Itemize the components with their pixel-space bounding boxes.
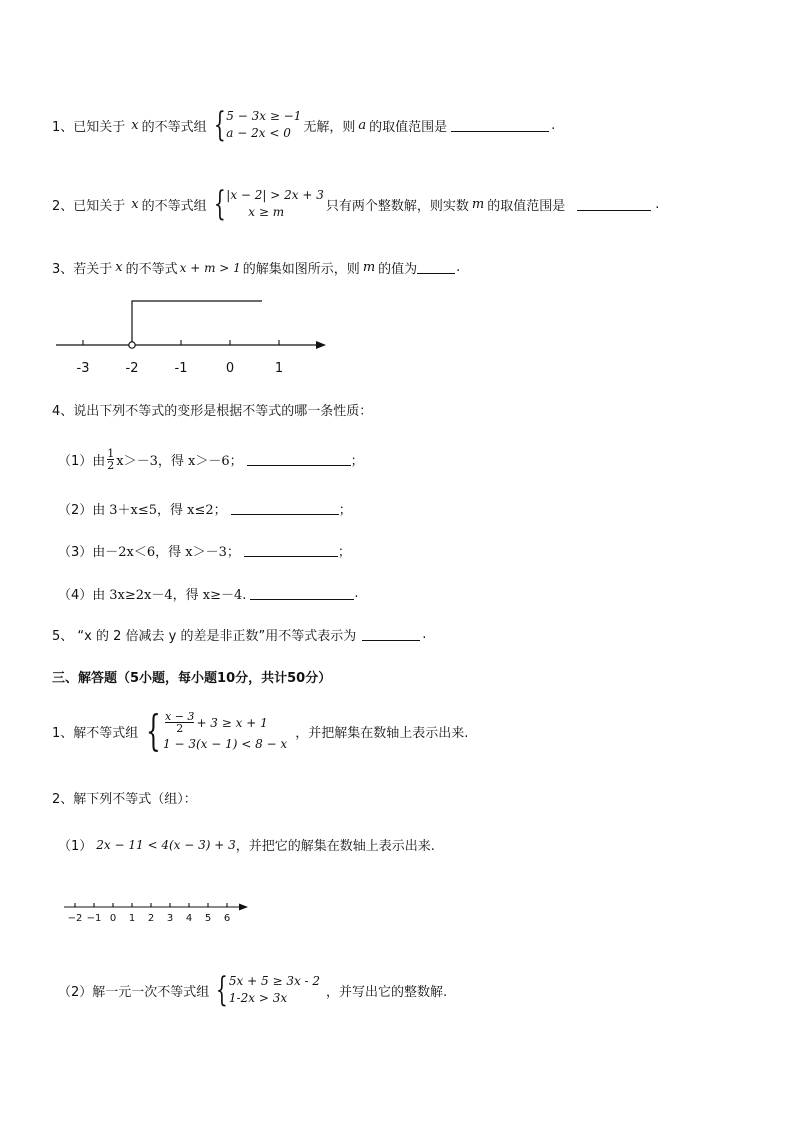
q5-text: 5、 “x 的 2 倍减去 y 的差是非正数”用不等式表示为 <box>52 629 357 644</box>
problem-2-part-1 <box>58 835 435 854</box>
q1-end: . <box>551 117 556 133</box>
problem-2-title <box>52 788 197 807</box>
number-line-1-tick-label: -2 <box>125 361 139 376</box>
number-line-1-tick-label: 1 <box>274 361 284 376</box>
number-line-2-tick-label: 3 <box>166 913 174 924</box>
q1-sys-row2: a − 2x < 0 <box>226 126 291 140</box>
p2-part2-num: （2）解一元一次不等式组 <box>58 984 210 1000</box>
q4-title: 4、说出下列不等式的变形是根据不等式的哪一条性质： <box>52 404 373 419</box>
fraction-denominator: 2 <box>176 722 184 735</box>
number-line-2-tick-label: −2 <box>67 913 83 924</box>
fraction-numerator: 1 <box>107 447 115 460</box>
answer-blank[interactable] <box>231 502 339 515</box>
q1-suffix2: 的取值范围是 <box>369 119 448 135</box>
q5-end: . <box>422 627 427 642</box>
number-line-1-tick-label: -3 <box>76 361 90 376</box>
problem-2-part-2 <box>58 970 448 1010</box>
q1-var: x <box>131 117 139 133</box>
p1-suffix: ，并把解集在数轴上表示出来. <box>295 725 469 741</box>
answer-blank[interactable] <box>362 628 420 641</box>
q3-prefix: 3、若关于 <box>52 262 113 277</box>
q2-mid: 的不等式组 <box>141 198 207 214</box>
q4-item-num: （1）由 <box>58 454 106 469</box>
brace-icon: { <box>146 706 162 755</box>
answer-blank[interactable] <box>417 261 455 274</box>
answer-blank[interactable] <box>577 198 651 211</box>
q4-item-end: ； <box>337 545 351 560</box>
answer-blank[interactable] <box>247 453 351 466</box>
question-4-title <box>52 400 372 419</box>
p2-sys-row1: 5x + 5 ≥ 3x - 2 <box>228 974 321 988</box>
q3-var2: m <box>362 260 376 275</box>
q4-item-expr: －2x＜6，得 x＞－3； <box>105 545 240 560</box>
fraction-numerator: x − 3 <box>165 710 195 723</box>
solution-range-line <box>132 301 262 342</box>
q3-end: . <box>456 260 461 275</box>
q1-mid: 的不等式组 <box>141 119 207 135</box>
brace-icon: { <box>216 970 229 1010</box>
arrow-right-icon <box>239 904 248 911</box>
answer-blank[interactable] <box>244 544 338 557</box>
q2-end: . <box>655 196 660 212</box>
number-line-2-tick-label: 2 <box>147 913 155 924</box>
fraction-denominator: 2 <box>107 459 115 472</box>
p2-part1-num: （1） <box>58 839 93 854</box>
q1-prefix: 1、已知关于 <box>52 119 126 135</box>
q4-item-4 <box>58 584 359 603</box>
q4-item-end: . <box>354 586 359 601</box>
brace-icon: { <box>213 184 226 224</box>
q2-prefix: 2、已知关于 <box>52 198 126 214</box>
number-line-1-tick-label: -1 <box>174 361 188 376</box>
answer-blank[interactable] <box>250 587 354 600</box>
problem-1 <box>52 706 469 755</box>
q2-sys-row2: x ≥ m <box>248 205 285 219</box>
q4-item-expr: x＞－3，得 x＞－6； <box>116 454 243 469</box>
q1-system <box>209 105 302 145</box>
q2-var: x <box>131 196 139 212</box>
q4-item-num: （2）由 <box>58 503 106 518</box>
open-point-marker <box>129 342 135 348</box>
q2-suffix: 只有两个整数解，则实数 <box>325 198 469 214</box>
number-line-2-tick-label: 1 <box>128 913 136 924</box>
question-5 <box>52 625 426 644</box>
number-line-2-tick-label: 6 <box>223 913 231 924</box>
q3-suffix: 的解集如图所示，则 <box>242 262 360 277</box>
q4-item-num: （3）由 <box>58 545 106 560</box>
section-3-heading <box>52 667 331 686</box>
q2-suffix2: 的取值范围是 <box>487 198 566 214</box>
q3-suffix2: 的值为 <box>378 262 418 277</box>
p1-prefix: 1、解不等式组 <box>52 725 139 741</box>
answer-blank[interactable] <box>451 119 549 132</box>
arrow-right-icon <box>316 341 326 349</box>
p2-part1-suffix: ，并把它的解集在数轴上表示出来. <box>235 839 435 854</box>
p2-system <box>211 970 321 1010</box>
q2-var2: m <box>471 196 485 212</box>
number-line-2 <box>60 895 260 927</box>
q1-var2: a <box>358 117 367 133</box>
p2-title: 2、解下列不等式（组）： <box>52 792 197 807</box>
q4-item-1 <box>58 448 364 471</box>
number-line-2-tick-label: 5 <box>204 913 212 924</box>
p1-row1-rest: + 3 ≥ x + 1 <box>196 715 268 730</box>
q2-system <box>209 184 324 224</box>
number-line-2-tick-label: −1 <box>86 913 102 924</box>
p1-system <box>140 706 288 755</box>
p1-fraction <box>165 711 194 734</box>
q4-item-end: ； <box>338 503 352 518</box>
p2-sys-row2: 1-2x > 3x <box>228 991 288 1005</box>
p1-row2: 1 − 3(x − 1) < 8 − x <box>163 737 288 751</box>
q1-suffix: 无解，则 <box>303 119 356 135</box>
q1-sys-row1: 5 − 3x ≥ −1 <box>226 109 302 123</box>
brace-icon: { <box>213 105 226 145</box>
question-2 <box>52 184 660 224</box>
question-3 <box>52 258 460 277</box>
number-line-1 <box>50 295 340 380</box>
question-1 <box>52 105 556 145</box>
section-3-title: 三、解答题（5小题，每小题10分，共计50分） <box>52 671 332 686</box>
p2-part2-suffix: ，并写出它的整数解. <box>326 984 448 1000</box>
q4-fraction <box>107 448 114 471</box>
q4-item-2 <box>58 499 352 518</box>
q4-item-expr: 3x≥2x－4，得 x≥－4. <box>109 588 247 603</box>
p2-part1-expr: 2x − 11 < 4(x − 3) + 3 <box>96 837 236 852</box>
q4-item-expr: 3＋x≤5，得 x≤2； <box>109 503 227 518</box>
number-line-2-tick-label: 0 <box>109 913 117 924</box>
q3-expr: x + m > 1 <box>179 260 241 275</box>
q4-item-num: （4）由 <box>58 588 106 603</box>
number-line-2-tick-label: 4 <box>185 913 193 924</box>
q3-mid: 的不等式 <box>125 262 178 277</box>
q4-item-3 <box>58 541 351 560</box>
q2-sys-row1: |x − 2| > 2x + 3 <box>226 188 324 202</box>
q4-item-end: ； <box>350 454 364 469</box>
number-line-1-tick-label: 0 <box>225 361 235 376</box>
q3-var: x <box>115 260 123 275</box>
